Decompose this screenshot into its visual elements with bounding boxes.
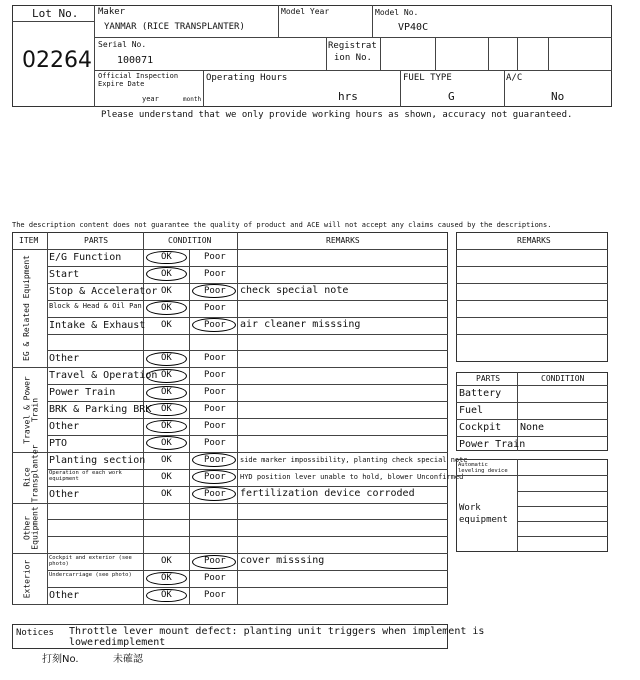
row-divider <box>47 300 448 301</box>
notices-text-line-1: Throttle lever mount defect: planting unit triggers when implement is <box>69 626 485 637</box>
lot-no: 02264 <box>22 48 92 73</box>
condition-poor: Poor <box>204 370 226 381</box>
part-label: Intake & Exhaust <box>49 319 146 331</box>
condition-poor: Poor <box>204 387 226 398</box>
ok-selected-circle <box>146 301 187 315</box>
lot-no-label: Lot No. <box>32 7 79 20</box>
condition-ok: OK <box>161 556 172 567</box>
part-label: Stop & Accelerator <box>49 285 158 297</box>
row-divider <box>47 486 448 487</box>
notices-label: Notices <box>16 628 54 638</box>
stamp-label: 打刻No. <box>42 654 79 665</box>
row-divider <box>47 283 448 284</box>
row-divider <box>47 350 448 351</box>
condition-poor: Poor <box>204 590 226 600</box>
condition-ok: OK <box>161 573 172 584</box>
inspection-label-2: Expire Date <box>98 80 145 88</box>
condition-ok: OK <box>161 353 172 364</box>
condition-ok: OK <box>161 488 172 499</box>
row-divider <box>47 317 448 318</box>
condition-ok: OK <box>161 268 172 279</box>
part-label: Undercarriage (see photo) <box>49 571 132 578</box>
condition-poor: Poor <box>204 404 226 415</box>
section-label-rice: Rice Transplanter <box>22 444 40 503</box>
part-label: PTO <box>49 437 68 449</box>
parts-header: PARTS <box>84 236 109 245</box>
ac-value: No <box>551 90 565 103</box>
condition-ok: OK <box>161 454 172 465</box>
part-label: E/G Function <box>49 252 122 263</box>
poor-selected-circle <box>192 555 236 569</box>
condition-ok: OK <box>161 404 172 415</box>
condition-ok: OK <box>161 319 172 330</box>
condition-poor: Poor <box>204 421 226 431</box>
part-label: Start <box>49 268 80 280</box>
ok-selected-circle <box>146 369 187 383</box>
condition-poor: Poor <box>204 285 226 296</box>
right-parts-header: PARTS <box>476 374 501 383</box>
condition-ok: OK <box>161 437 172 448</box>
part-label: Power Train <box>49 387 116 399</box>
condition-poor: Poor <box>204 573 226 584</box>
right-part-battery: Battery <box>459 388 502 399</box>
condition-poor: Poor <box>204 488 226 499</box>
condition-poor: Poor <box>204 302 226 313</box>
part-label: BRK & Parking BRK <box>49 404 152 416</box>
condition-poor: Poor <box>204 454 226 465</box>
section-label-exterior: Exterior <box>22 559 32 598</box>
maker-value: YANMAR (RICE TRANSPLANTER) <box>104 22 245 32</box>
row-divider <box>47 384 448 385</box>
right-condition-cockpit: None <box>520 422 545 433</box>
hours-unit: hrs <box>338 90 358 103</box>
part-label: Block & Head & Oil Pan <box>49 301 142 310</box>
section-label-eg: EG & Related Equipment <box>22 255 32 362</box>
maker-label: Maker <box>98 7 126 17</box>
part-label: Planting section <box>49 454 146 466</box>
serial-no-label: Serial No. <box>98 40 147 49</box>
row-divider <box>47 418 448 419</box>
part-label: Other <box>49 421 80 432</box>
notices-text-line-2: loweredimplement <box>69 637 166 648</box>
registration-label-2: ion No. <box>334 53 372 63</box>
condition-header: CONDITION <box>168 236 212 245</box>
right-part-fuel: Fuel <box>459 405 484 416</box>
row-divider <box>47 536 448 537</box>
condition-poor: Poor <box>204 268 226 279</box>
poor-selected-circle <box>192 470 236 484</box>
right-part-power-train: Power Train <box>459 439 526 450</box>
item-header: ITEM <box>19 236 39 245</box>
row-divider <box>47 519 448 520</box>
model-no-label: Model No. <box>375 8 419 17</box>
poor-selected-circle <box>192 487 236 501</box>
condition-poor: Poor <box>204 319 226 330</box>
condition-poor: Poor <box>204 471 226 482</box>
hours-note: Please understand that we only provide working hours as shown, accuracy not guaranteed. <box>101 110 573 120</box>
row-divider <box>12 503 448 504</box>
section-label-other: Other Equipment <box>22 506 40 550</box>
row-divider <box>47 266 448 267</box>
row-divider <box>47 401 448 402</box>
auto-leveling-label: Automatic leveling device <box>458 462 508 475</box>
section-label-travel: Travel & Power Train <box>22 375 40 444</box>
fuel-type-label: FUEL TYPE <box>403 73 452 83</box>
row-divider <box>12 604 448 605</box>
condition-ok: OK <box>161 302 172 313</box>
part-label: Operation of each work equipment <box>49 470 122 483</box>
condition-ok: OK <box>161 590 172 600</box>
condition-ok: OK <box>161 421 172 431</box>
condition-ok: OK <box>161 252 172 262</box>
part-label: Other <box>49 353 80 365</box>
condition-poor: Poor <box>204 437 226 448</box>
part-label: Other <box>49 590 80 601</box>
row-divider <box>47 587 448 588</box>
remark-text: air cleaner misssing <box>240 318 361 330</box>
remarks-header: REMARKS <box>326 236 360 245</box>
condition-ok: OK <box>161 471 172 482</box>
part-label: Travel & Operation <box>49 370 158 382</box>
right-condition-header: CONDITION <box>541 374 585 383</box>
registration-label-1: Registrat <box>328 41 377 51</box>
model-year-label: Model Year <box>281 7 330 16</box>
remark-text: check special note <box>240 284 349 296</box>
disclaimer: The description content does not guarantee the quality of product and ACE will not accept any claims caused by the descriptions. <box>12 221 552 229</box>
stamp-value: 未確認 <box>113 654 143 665</box>
month-label: month <box>183 96 202 103</box>
condition-ok: OK <box>161 285 172 296</box>
right-remarks-table <box>456 232 608 362</box>
ac-label: A/C <box>506 73 523 83</box>
row-divider <box>47 334 448 335</box>
header-table <box>12 5 612 107</box>
model-no-value: VP40C <box>398 22 429 33</box>
condition-ok: OK <box>161 370 172 381</box>
row-divider <box>12 367 448 368</box>
ok-selected-circle <box>146 386 187 400</box>
fuel-type-value: G <box>448 90 455 103</box>
year-label: year <box>142 95 159 103</box>
row-divider <box>47 435 448 436</box>
condition-poor: Poor <box>204 353 226 364</box>
operating-hours-label: Operating Hours <box>206 73 288 83</box>
work-equipment-label: Work equipment <box>459 503 508 525</box>
part-label: Cockpit and exterior (see photo) <box>49 554 132 567</box>
right-part-cockpit: Cockpit <box>459 422 502 433</box>
serial-no-value: 100071 <box>117 55 154 66</box>
part-label: Other <box>49 488 80 500</box>
poor-selected-circle <box>192 318 236 332</box>
right-remarks-header: REMARKS <box>517 236 551 245</box>
condition-poor: Poor <box>204 252 226 262</box>
ok-selected-circle <box>146 352 187 366</box>
remark-text: fertilization device corroded <box>240 487 415 499</box>
remark-text: side marker impossibility, planting check special note <box>240 455 468 464</box>
row-divider <box>12 452 448 453</box>
remark-text: cover misssing <box>240 555 325 567</box>
condition-ok: OK <box>161 387 172 398</box>
condition-poor: Poor <box>204 556 226 567</box>
inspection-label-1: Official Inspection <box>98 72 179 80</box>
remark-text: HYD position lever unable to hold, blower Unconfirmed <box>240 472 464 481</box>
